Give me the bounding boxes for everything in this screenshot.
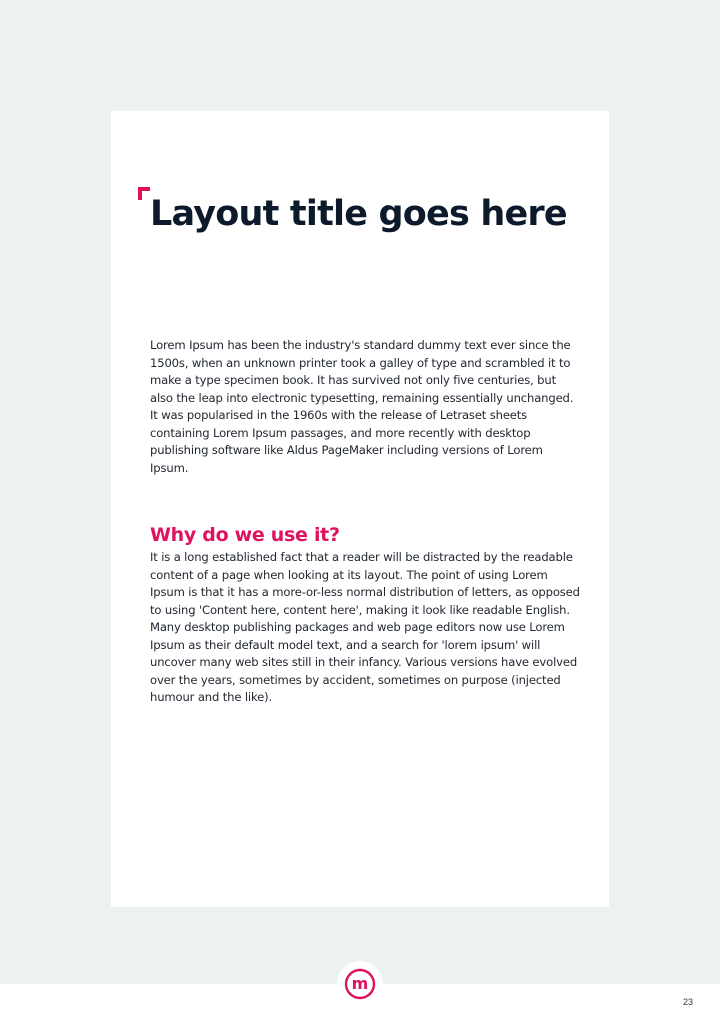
intro-paragraph: Lorem Ipsum has been the industry's standard dummy text ever since the 1500s, when an unknown printer took a galley of type and scrambled it to make a type specimen book. It has survived not only five centuries, but also the leap into electronic typesetting, remaining essentially unchanged. It was popularised in the 1960s with the release of Letraset sheets containing Lorem Ipsum passages, and more recently with desktop publishing software like Aldus PageMaker including versions of Lorem Ipsum. [150,338,574,475]
m-logo-graphic [344,968,376,1000]
m-logo-icon [337,961,383,1007]
logo-letter: m [351,974,369,993]
page-title: Layout title goes here [150,194,567,234]
section-paragraph: It is a long established fact that a reader will be distracted by the readable content of a page when looking at its layout. The point of using Lorem Ipsum is that it has a more-or-less normal distribution of letters, as opposed to using 'Content here, content here', making it look like readable English. Many desktop publishing packages and web page editors now use Lorem Ipsum as their default model text, and a search for 'lorem ipsum' will uncover many web sites still in their infancy. Various versions have evolved over the years, sometimes by accident, sometimes on purpose (injected humour and the like). [150,550,580,704]
section-heading: Why do we use it? [150,524,340,546]
page-number: 23 [682,997,693,1007]
corner-bracket-icon [138,187,150,200]
